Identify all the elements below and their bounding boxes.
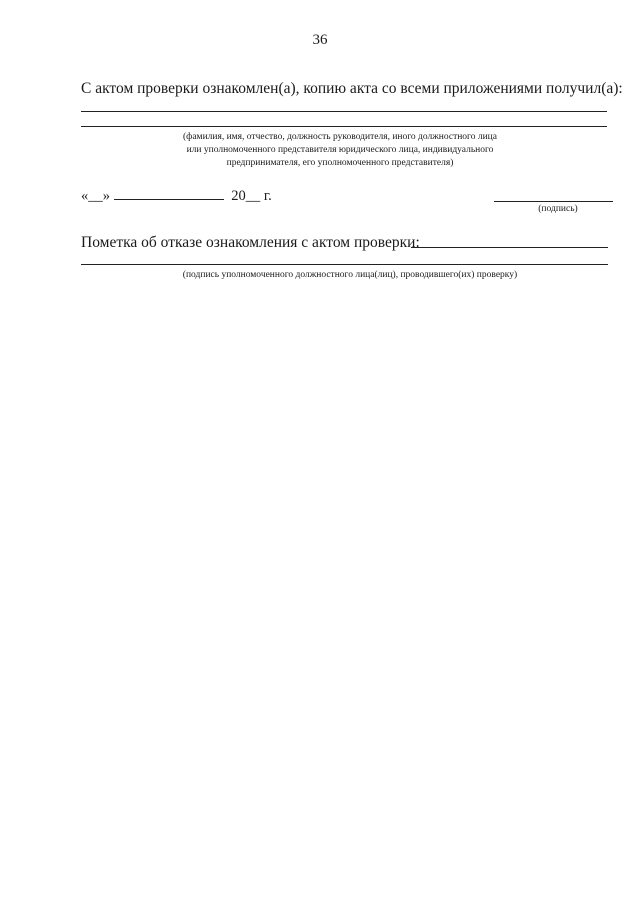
acknowledgement-line-1 <box>81 111 607 112</box>
page-number: 36 <box>312 32 328 48</box>
year-suffix: г. <box>260 188 272 204</box>
acknowledgement-statement: С актом проверки ознакомлен(а), копию акта со всеми приложениями получил(а): <box>81 80 623 97</box>
refusal-line-1 <box>411 247 608 248</box>
close-quote: » <box>102 188 110 204</box>
month-blank <box>114 199 224 200</box>
inspector-signature-caption: (подпись уполномоченного должностного лица(лиц), проводившего(их) проверку) <box>182 270 518 280</box>
caption-line: (фамилия, имя, отчество, должность руководителя, иного должностного лица <box>183 132 497 142</box>
signature-caption: (подпись) <box>538 204 578 214</box>
refusal-line-2 <box>81 264 608 265</box>
date-field <box>81 188 272 205</box>
day-blank: __ <box>88 188 103 204</box>
year-prefix: 20 <box>231 188 246 204</box>
refusal-label: Пометка об отказе ознакомления с актом проверки: <box>81 234 420 251</box>
acknowledgement-line-2 <box>81 126 607 127</box>
signature-line <box>494 201 613 202</box>
representative-caption <box>140 131 540 170</box>
caption-line: или уполномоченного представителя юридического лица, индивидуального <box>186 145 494 155</box>
caption-line: предпринимателя, его уполномоченного представителя) <box>226 158 454 168</box>
open-quote: « <box>81 188 89 204</box>
year-blank: __ <box>245 188 261 204</box>
